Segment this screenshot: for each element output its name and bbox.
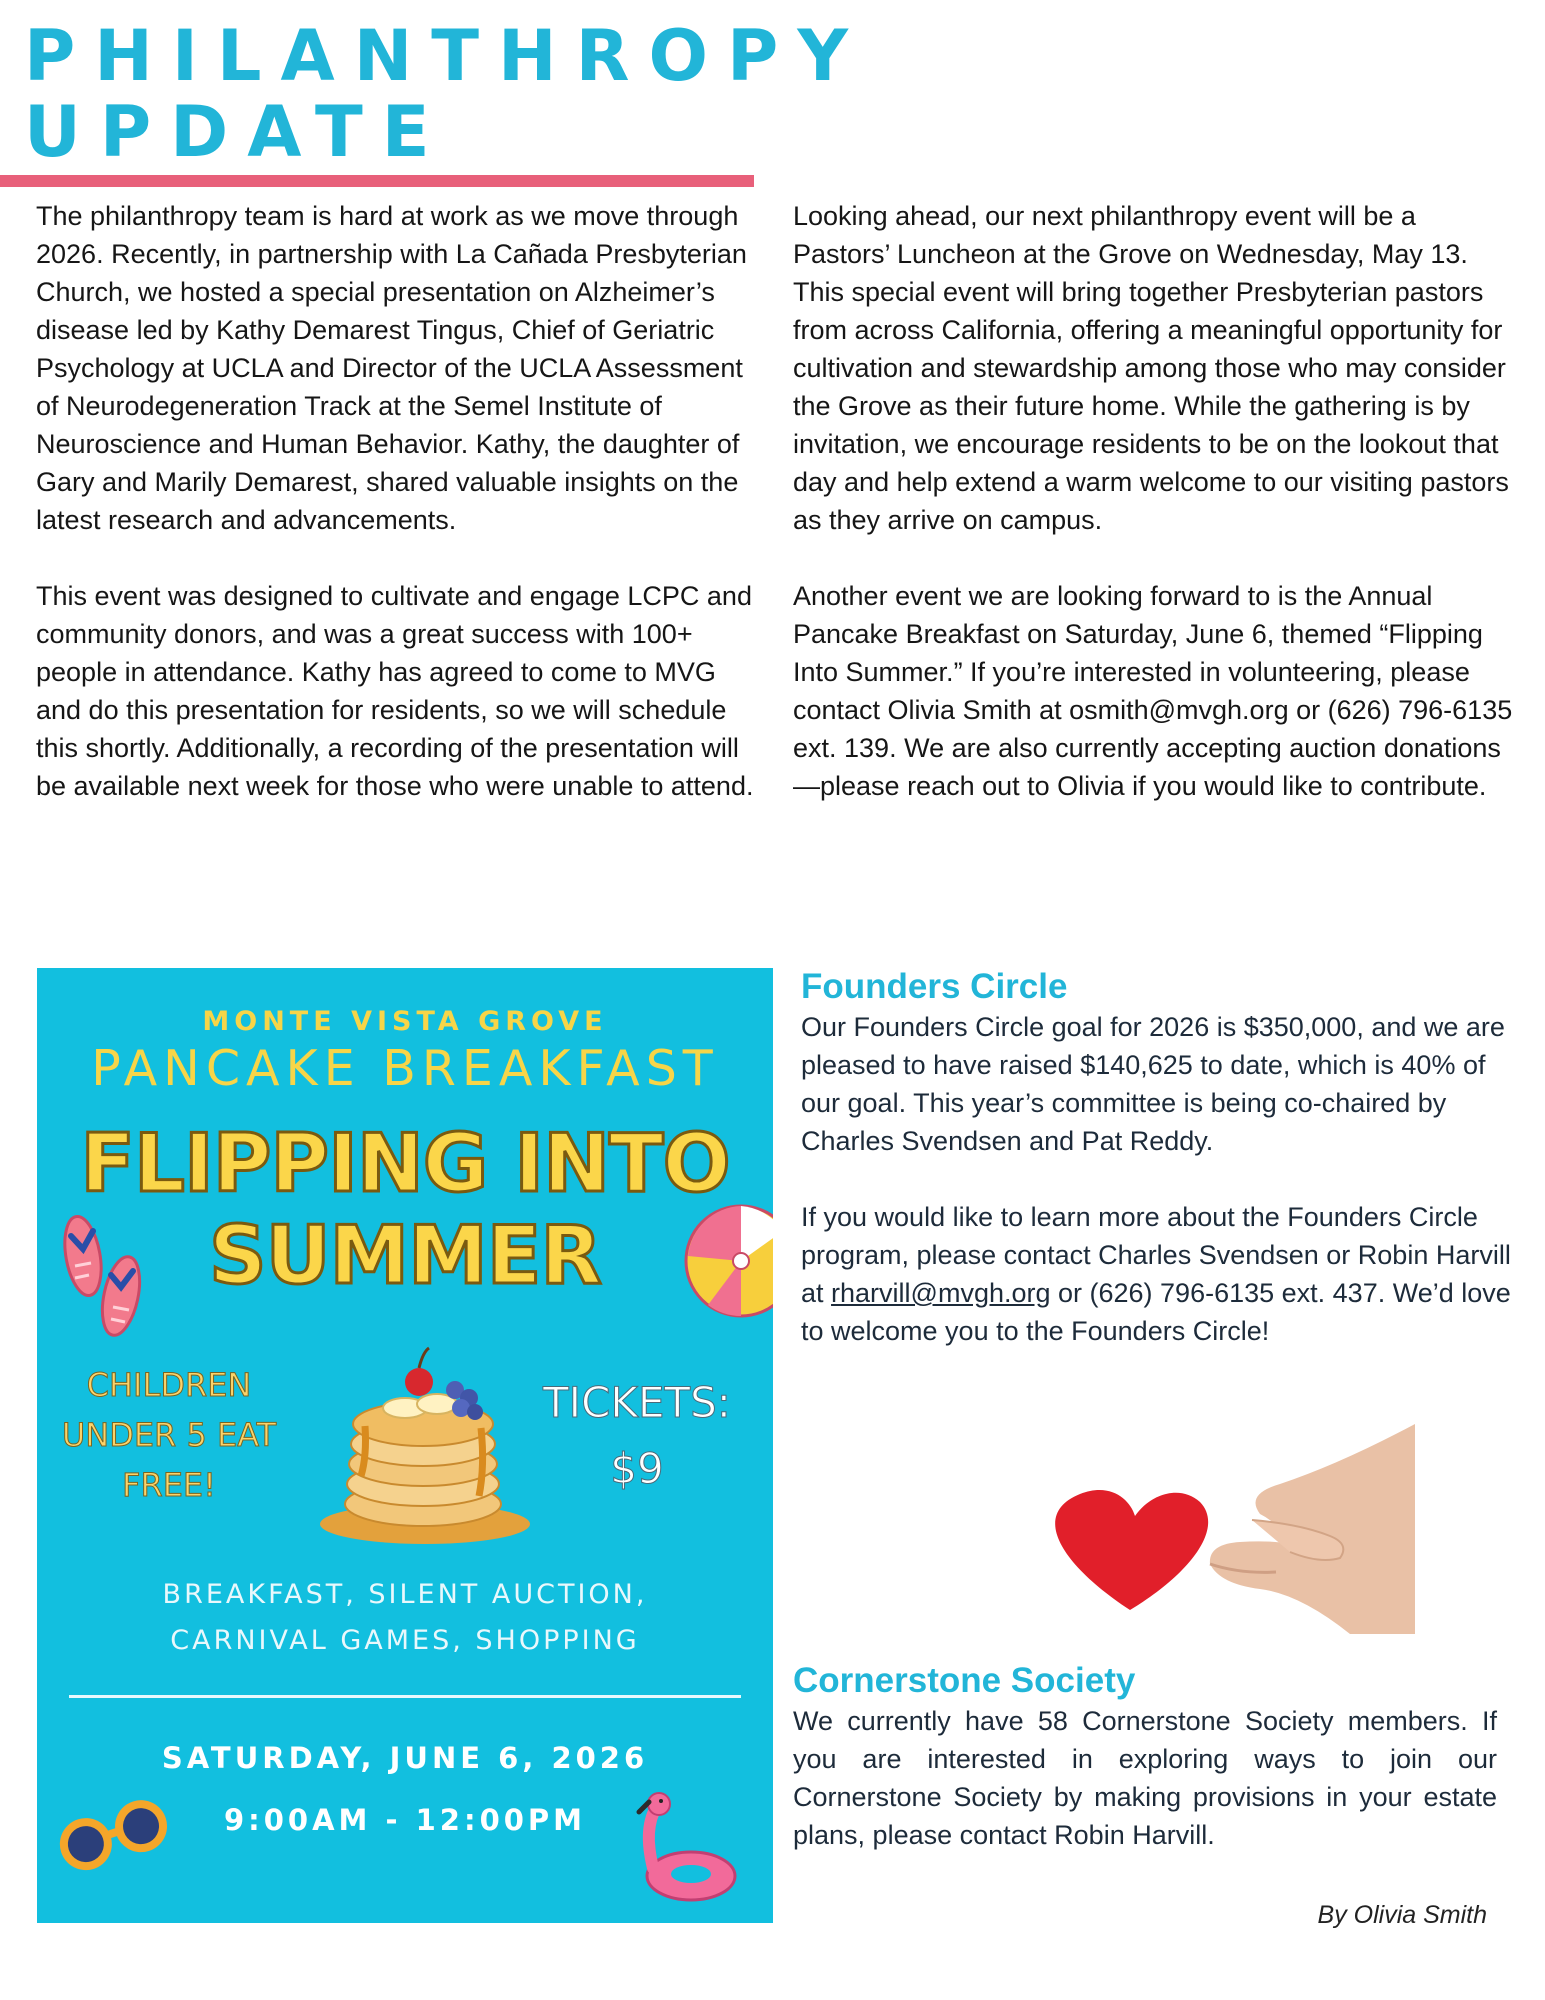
founders-heading: Founders Circle xyxy=(801,967,1068,1006)
children-line-2: UNDER 5 EAT xyxy=(61,1416,277,1454)
title-underline xyxy=(0,175,754,187)
title-line-1: PHILANTHROPY xyxy=(24,15,868,97)
activities-line-2: CARNIVAL GAMES, SHOPPING xyxy=(170,1625,640,1656)
pancake-stack-icon xyxy=(295,1346,555,1546)
activities-line-1: BREAKFAST, SILENT AUCTION, xyxy=(162,1579,648,1610)
cornerstone-paragraph: We currently have 58 Cornerstone Society members. If you are interested in exploring ways to join our Cornerstone Society by making provisions in your estate plans, please contact Robin Harvill. xyxy=(793,1706,1497,1850)
flyer-theme-line-2: SUMMER xyxy=(208,1209,602,1302)
cornerstone-society-section xyxy=(793,1660,1497,1892)
left-column xyxy=(36,197,756,843)
tickets-label: TICKETS: xyxy=(543,1378,731,1427)
byline: By Olivia Smith xyxy=(1317,1901,1487,1929)
sunglasses-icon xyxy=(45,1786,175,1876)
hand-holding-heart-image xyxy=(1040,1424,1415,1634)
flyer-children-free xyxy=(49,1360,289,1510)
flyer-divider xyxy=(69,1695,741,1698)
founders-paragraph-2 xyxy=(801,1198,1516,1350)
children-line-3: FREE! xyxy=(122,1466,216,1504)
flyer-activities xyxy=(37,1572,773,1664)
flyer-org: MONTE VISTA GROVE xyxy=(202,1006,608,1037)
flip-flops-icon xyxy=(53,1211,163,1341)
founders-paragraph-1: Our Founders Circle goal for 2026 is $350,000, and we are pleased to have raised $140,625 to date, which is 40% of our goal. This year’s committee is being co-chaired by Charles Svendsen and Pat Reddy. xyxy=(801,1012,1505,1156)
founders-p2-before: If you would like to learn more about the Founders Circle program, please contact Charles Svendsen or Robin Harvill at xyxy=(801,1202,1511,1308)
page-title xyxy=(24,15,868,173)
pancake-breakfast-flyer xyxy=(37,968,773,1923)
flyer-event: PANCAKE BREAKFAST xyxy=(91,1040,719,1097)
children-line-1: CHILDREN xyxy=(86,1366,252,1404)
right-column xyxy=(793,197,1513,843)
flyer-theme-line-1: FLIPPING INTO xyxy=(80,1117,730,1210)
beach-ball-icon xyxy=(683,1201,773,1321)
event-recap-paragraph: This event was designed to cultivate and engage LCPC and community donors, and was a great success with 100+ people in attendance. Kathy has agreed to come to MVG and do this presentation for residents, so we will schedule this shortly. Additionally, a recording of the presentation will be available next week for those who were unable to attend. xyxy=(36,581,754,801)
flyer-date: SATURDAY, JUNE 6, 2026 xyxy=(161,1741,649,1775)
founders-p2-after: or (626) 796-6135 ext. 437. We’d love to welcome you to the Founders Circle! xyxy=(801,1278,1511,1346)
tickets-price: $9 xyxy=(610,1444,664,1493)
title-line-2: UPDATE xyxy=(24,91,449,173)
founders-circle-section xyxy=(801,966,1516,1388)
founders-email-link[interactable]: rharvill@mvgh.org xyxy=(831,1278,1051,1308)
cornerstone-heading: Cornerstone Society xyxy=(793,1661,1136,1700)
flyer-time: 9:00AM - 12:00PM xyxy=(223,1803,587,1837)
pancake-paragraph: Another event we are looking forward to is the Annual Pancake Breakfast on Saturday, June 6, themed “Flipping Into Summer.” If you’re interested in volunteering, please contact Olivia Smith at osmith@mvgh.org or (626) 796-6135 ext. 139. We are also currently accepting auction donations—please reach out to Olivia if you would like to contribute. xyxy=(793,581,1513,801)
flyer-tickets xyxy=(517,1370,757,1502)
flamingo-float-icon xyxy=(623,1788,743,1908)
intro-paragraph: The philanthropy team is hard at work as we move through 2026. Recently, in partnership with La Cañada Presbyterian Church, we hosted a special presentation on Alzheimer’s disease led by Kathy Demarest Tingus, Chief of Geriatric Psychology at UCLA and Director of the UCLA Assessment of Neurodegeneration Track at the Semel Institute of Neuroscience and Human Behavior. Kathy, the daughter of Gary and Marily Demarest, shared valuable insights on the latest research and advancements. xyxy=(36,201,747,535)
luncheon-paragraph: Looking ahead, our next philanthropy event will be a Pastors’ Luncheon at the Grove on Wednesday, May 13. This special event will bring together Presbyterian pastors from across California, offering a meaningful opportunity for cultivation and stewardship among those who may consider the Grove as their future home. While the gathering is by invitation, we encourage residents to be on the lookout that day and help extend a warm welcome to our visiting pastors as they arrive on campus. xyxy=(793,201,1509,535)
